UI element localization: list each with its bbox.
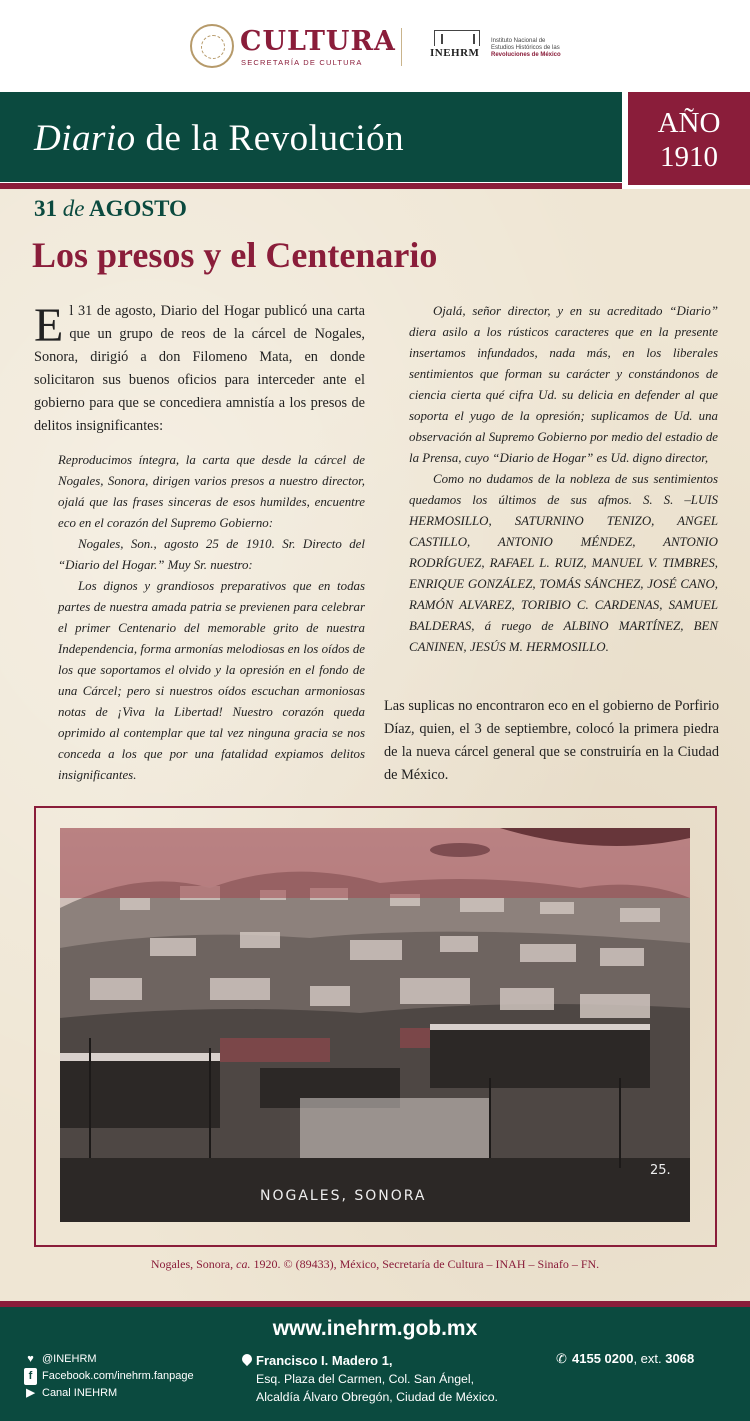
facebook-link[interactable] [24, 1368, 194, 1385]
phone-main: 4155 0200 [572, 1351, 634, 1366]
quote-request: Ojalá, señor director, y en su acreditado “Diario” diera asilo a los rústicos caracteres que en la presente insertamos infundados, nada más, en los liberales sentimientos que forman su carácter y constándonos de ciencia cierta qué cifra Ud. su delicia en defender al que soporta el yugo de la opresión; suplicamos de Ud. una observación al Supremo Gobierno por medio del estadio de la Prensa, cuyo “Diario de Hogar” es Ud. digno director, [409, 304, 718, 465]
youtube-link[interactable] [24, 1385, 194, 1402]
series-title-rest: de la Revolución [135, 118, 405, 159]
quote-salutation: Nogales, Son., agosto 25 de 1910. Sr. Directo del “Diario del Hogar.” Muy Sr. nuestro: [58, 537, 365, 572]
phone-ext: 3068 [665, 1351, 695, 1366]
inehrm-sub-bold: Revoluciones de México [491, 52, 561, 59]
series-banner [0, 92, 622, 182]
column-left [34, 300, 365, 786]
address-line-2: Esq. Plaza del Carmen, Col. San Ángel, [256, 1372, 475, 1386]
address [256, 1352, 498, 1406]
social-links [24, 1351, 194, 1402]
date-day: 31 [34, 196, 57, 221]
year-value: 1910 [660, 141, 718, 173]
caption-ca: ca. [236, 1257, 251, 1271]
caption-text-b: 1920. © (89433), México, Secretaría de Cultura – INAH – Sinafo – FN. [250, 1257, 600, 1271]
facebook-icon: f [24, 1368, 37, 1385]
quote-body: Los dignos y grandiosos preparativos que en todas partes de nuestra amada patria se previenen para celebrar el primer Centenario del memorable grito de nuestra Independencia, forma armonías melodiosas en los oídos de los que soportamos el olvido y la opresión en el fondo de una Cárcel; pero si nuestros oídos escuchan armoniosas notas de ¡Viva la Libertad! Nuestro corazón queda oprimido al contemplar que tal vez ninguna gracia se nos conceda a los que por una fatalidad expiamos delitos insignificantes. [58, 579, 365, 782]
photo-caption [0, 1257, 750, 1272]
date-month: AGOSTO [88, 196, 187, 221]
twitter-icon: ♥ [27, 1353, 34, 1365]
paragraph-closing: Las suplicas no encontraron eco en el gobierno de Porfirio Díaz, quien, el 3 de septiembre, colocó la primera piedra de la nueva cárcel general que se construiría en la Ciudad de México. [384, 698, 719, 783]
cultura-logo: CULTURA [240, 26, 396, 57]
caption-text-a: Nogales, Sonora, [150, 1257, 237, 1271]
photo-inscription: NOGALES, SONORA [260, 1188, 427, 1204]
phone-number[interactable] [556, 1351, 695, 1366]
paragraph-intro-text: l 31 de agosto, Diario del Hogar publicó una carta que un grupo de reos de la cárcel de Nogales, Sonora, dirigió a don Filomeno Mata, en donde solicitaron sus buenos oficios para interceder ante el gobierno para que se concediera amnistía a los presos de delitos insignificantes: [34, 303, 365, 434]
paragraph-intro [34, 300, 365, 438]
column-right [409, 301, 718, 658]
youtube-icon: ▶ [26, 1387, 35, 1399]
inehrm-subtitle [491, 38, 571, 60]
facebook-url: Facebook.com/inehrm.fanpage [42, 1370, 194, 1382]
article-headline: Los presos y el Centenario [32, 235, 438, 275]
year-label: AÑO [657, 107, 721, 139]
quote-intro: Reproducimos íntegra, la carta que desde la cárcel de Nogales, Sonora, dirigen varios presos a nuestro director, ojalá que las frases sinceras de esos humildes, encuentre eco en el corazón del Supremo Gobierno: [58, 453, 365, 530]
national-seal-icon [190, 24, 234, 68]
series-title-italic: Diario [34, 118, 136, 159]
series-title [34, 117, 404, 160]
historic-photo [60, 828, 690, 1222]
article-date [34, 196, 187, 222]
twitter-link[interactable] [24, 1351, 194, 1368]
address-line-3: Alcaldía Álvaro Obregón, Ciudad de México. [256, 1390, 498, 1404]
quote-signatures: Como no dudamos de la nobleza de sus sentimientos quedamos los últimos de sus afmos. S. S. –LUIS HERMOSILLO, SATURNINO TENIZO, ANGEL CASTILLO, ANTONIO MÉNDEZ, ANTONIO RODRÍGUEZ, RAFAEL L. RUIZ, MANUEL V. TIMBRES, ENRIQUE GONZÁLEZ, TOMÁS SÁNCHEZ, JOSÉ CANO, RAMÓN ALVAREZ, TORIBIO C. CARDENAS, SAMUEL BALDERAS, á ruego de ALBINO MARTÍNEZ, BEN CANINEN, JESÚS M. HERMOSILLO. [409, 472, 718, 654]
twitter-handle: @INEHRM [42, 1353, 97, 1365]
photo-mark: 25. [650, 1163, 671, 1178]
footer [0, 1307, 750, 1421]
letter-quote [58, 450, 365, 786]
inehrm-sub-line: Instituto Nacional de [491, 38, 546, 44]
cultura-subtitle: SECRETARÍA DE CULTURA [241, 58, 363, 67]
inehrm-sub-line [491, 52, 571, 59]
phone-ext-label: , ext. [633, 1351, 666, 1366]
date-de: de [62, 196, 85, 221]
year-badge [626, 92, 750, 187]
location-pin-icon [240, 1352, 254, 1366]
drop-cap: E [34, 299, 64, 352]
column-right-closing [384, 695, 719, 787]
inehrm-sub-line: Estudios Históricos de las [491, 45, 560, 52]
phone-icon: ✆ [556, 1351, 567, 1366]
nogales-photo-image [60, 828, 690, 1222]
website-link[interactable]: www.inehrm.gob.mx [272, 1317, 478, 1340]
logo-divider [401, 28, 402, 66]
address-line-1: Francisco I. Madero 1, [256, 1353, 393, 1368]
header-bar [0, 0, 750, 92]
youtube-channel: Canal INEHRM [42, 1387, 118, 1399]
inehrm-logo: INEHRM [430, 47, 480, 59]
